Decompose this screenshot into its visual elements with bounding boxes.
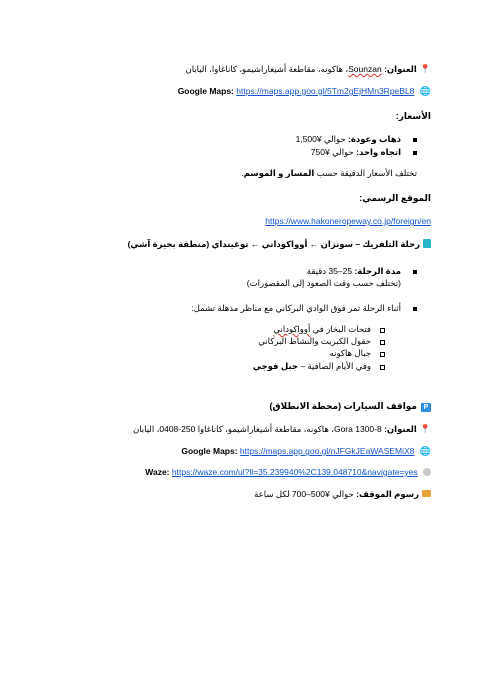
waze-line — [145, 467, 431, 478]
view-item — [273, 324, 371, 335]
duration-label: مدة الرحلة: — [354, 266, 401, 276]
parking-fee-line — [254, 489, 431, 500]
note-end: . — [241, 168, 244, 178]
view-text: وفي الأيام الصافية – — [298, 361, 371, 371]
money-icon — [422, 490, 431, 497]
view-item — [253, 361, 371, 372]
route-title: رحلة التلفريك – سونزان ← أوواكوداني ← توغينداي (منطقة بحيرة آشي) — [127, 239, 420, 249]
waze-icon — [423, 468, 431, 476]
official-line — [265, 216, 431, 227]
prices-note — [241, 168, 417, 179]
fee-label: رسوم الموقف: — [356, 489, 419, 499]
square-bullet — [380, 352, 385, 357]
parking-title: مواقف السيارات (محطة الانطلاق) — [269, 401, 417, 411]
oneway-label: اتجاه واحد: — [356, 147, 401, 157]
tram-icon — [423, 239, 431, 248]
parking-heading — [270, 401, 432, 412]
duration-line — [307, 266, 401, 277]
parking-maps-label: Google Maps: — [181, 446, 238, 456]
bullet — [413, 307, 417, 311]
address-rest: ، هاكونه، مقاطعة أشيغاراشيمو، كاناغاوا، اليابان — [185, 64, 349, 74]
view-text: فتحات البخار في — [310, 324, 371, 334]
fee-value: حوالي ¥500–700 لكل ساعة — [254, 489, 357, 499]
roundtrip-line — [296, 134, 401, 145]
square-bullet — [380, 340, 385, 345]
maps-link[interactable]: https://maps.app.goo.gl/5Tm2gEjHMn3RpeBL8 — [236, 86, 415, 96]
note-text: تختلف الأسعار الدقيقة حسب — [314, 168, 417, 178]
oneway-line — [311, 147, 401, 158]
view-item: حقول الكبريت والنشاط البركاني — [258, 336, 371, 346]
official-heading: الموقع الرسمي: — [359, 193, 431, 203]
official-link[interactable]: https://www.hakoneropeway.co.jp/foreign/en — [265, 216, 431, 226]
pin-icon: 📍 — [419, 64, 431, 74]
parking-address-line — [133, 424, 431, 435]
oneway-value: حوالي ¥750 — [310, 147, 357, 157]
bullet — [413, 270, 417, 274]
roundtrip-label: ذهاب وعودة: — [348, 134, 401, 144]
parking-maps-line — [181, 446, 431, 457]
globe-icon: 🌐 — [419, 446, 431, 456]
address-place: Sounzan — [348, 64, 382, 74]
parking-address-value: Gora 1300-8، هاكونه، مقاطعة أشيغاراشيمو، كاناغاوا 250-0408، اليابان — [132, 424, 385, 434]
parking-maps-link[interactable]: https://maps.app.goo.gl/nJFGkJEaWASEMiX8 — [239, 446, 415, 456]
route-heading — [128, 239, 431, 250]
pin-icon: 📍 — [419, 424, 431, 434]
parking-icon: P — [421, 403, 431, 412]
note-bold: المسار و الموسم — [243, 168, 315, 178]
view-item: جبال هاكونه — [329, 348, 371, 358]
duration-note: (تختلف حسب وقت الصعود إلى المقصورات) — [246, 278, 401, 288]
parking-address-label: العنوان: — [384, 424, 417, 434]
address-line — [185, 64, 431, 75]
bullet — [413, 138, 417, 142]
prices-heading: الأسعار: — [395, 111, 431, 121]
square-bullet — [380, 328, 385, 333]
address-label: العنوان: — [384, 64, 417, 74]
globe-icon: 🌐 — [419, 86, 431, 96]
maps-label: Google Maps: — [177, 86, 234, 96]
view-bold: جبل فوجي — [252, 361, 299, 371]
duration-value: 25–35 دقيقة — [306, 266, 355, 276]
waze-label: Waze: — [145, 467, 170, 477]
square-bullet — [380, 365, 385, 370]
roundtrip-value: حوالي ¥1,500 — [295, 134, 349, 144]
views-intro: أثناء الرحلة تمر فوق الوادي البركاني مع مناظر مذهلة تشمل: — [191, 303, 401, 313]
view-place: أوواكوداني — [273, 324, 311, 334]
bullet — [413, 151, 417, 155]
maps-line — [178, 86, 431, 97]
waze-link[interactable]: https://waze.com/ul?ll=35.239940%2C139.048710&navigate=yes — [171, 467, 418, 477]
